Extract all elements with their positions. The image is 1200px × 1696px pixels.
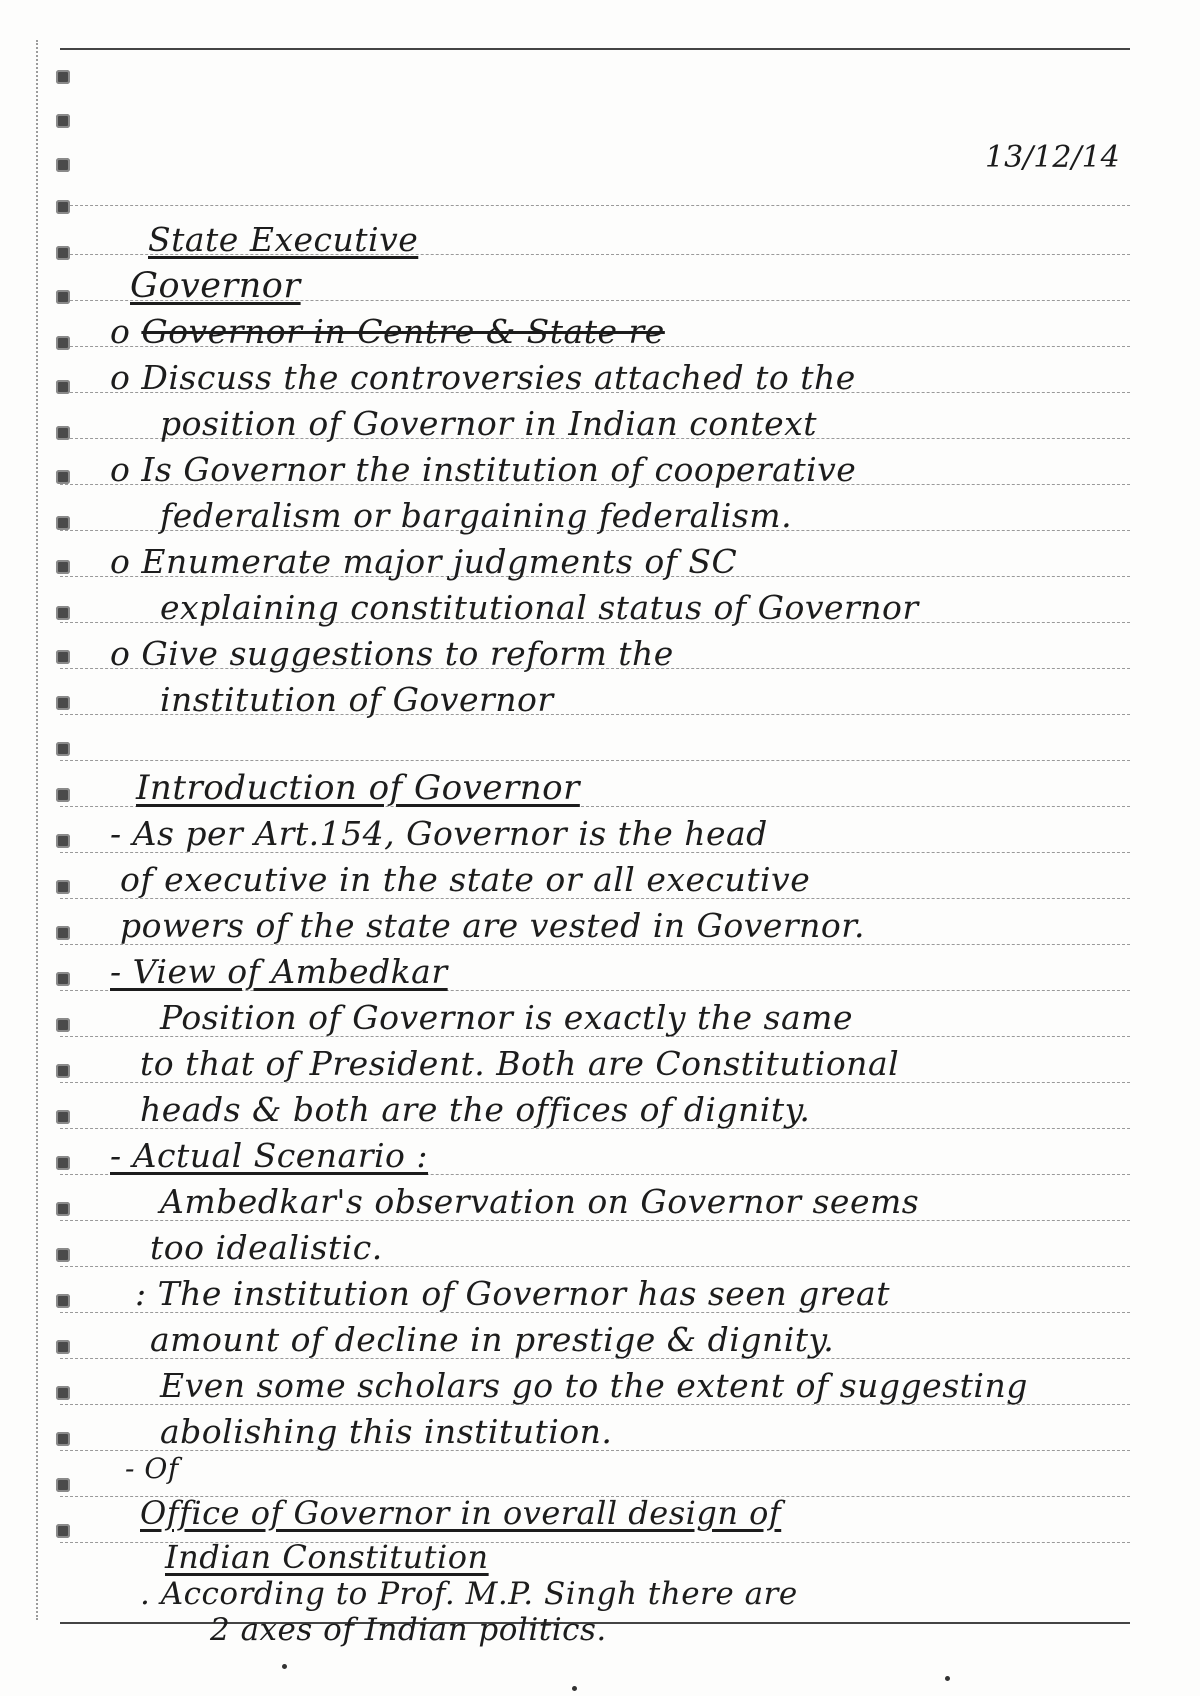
question-line: o Enumerate major judgments of SC [110,542,738,581]
margin-hole [56,560,70,574]
margin-hole [56,834,70,848]
body-line: Position of Governor is exactly the same [160,998,853,1037]
margin-hole [56,70,70,84]
body-line: Even some scholars go to the extent of suggesting [160,1366,1028,1405]
question-line: o Is Governor the institution of cooperative [110,450,857,489]
margin-hole [56,246,70,260]
margin-hole [56,788,70,802]
margin-hole [56,114,70,128]
page-date: 13/12/14 [985,140,1120,175]
margin-hole [56,516,70,530]
body-line: 2 axes of Indian politics. [210,1612,607,1648]
page-title: State Executive [148,220,419,259]
margin-hole [56,158,70,172]
question-line: federalism or bargaining federalism. [160,496,793,535]
margin-hole [56,880,70,894]
body-line: to that of President. Both are Constitutional [140,1044,900,1083]
margin-hole [56,1432,70,1446]
stray-mark [572,1686,577,1691]
margin-hole [56,1340,70,1354]
body-line: amount of decline in prestige & dignity. [150,1320,835,1359]
margin-hole [56,290,70,304]
section-heading-governor: Governor [130,266,301,306]
body-line: heads & both are the offices of dignity. [140,1090,811,1129]
margin-hole [56,426,70,440]
margin-hole [56,972,70,986]
margin-hole [56,1110,70,1124]
top-rule [60,48,1130,50]
margin-hole [56,1386,70,1400]
margin-hole [56,1202,70,1216]
body-line: of executive in the state or all executive [120,860,811,899]
body-line: Ambedkar's observation on Governor seems [160,1182,920,1221]
body-line: : The institution of Governor has seen great [135,1274,890,1313]
body-line: - As per Art.154, Governor is the head [110,814,768,853]
body-line: . According to Prof. M.P. Singh there are [140,1576,798,1612]
margin-line [36,40,38,1620]
rule [60,205,1130,206]
body-line: - Of [125,1452,179,1485]
question-line: institution of Governor [160,680,554,719]
margin-hole [56,696,70,710]
question-line: explaining constitutional status of Governor [160,588,919,627]
section-heading-office: Office of Governor in overall design of [140,1494,782,1532]
section-heading-ambedkar: - View of Ambedkar [110,952,448,991]
body-line: abolishing this institution. [160,1412,613,1451]
body-line: powers of the state are vested in Governor. [120,906,865,945]
question-line: o Governor in Centre & State re [110,312,665,351]
margin-hole [56,1156,70,1170]
stray-mark [282,1664,287,1669]
margin-hole [56,200,70,214]
margin-hole [56,1064,70,1078]
margin-hole [56,1294,70,1308]
margin-hole [56,336,70,350]
question-line: o Discuss the controversies attached to the [110,358,856,397]
section-heading-actual-scenario: - Actual Scenario : [110,1136,429,1175]
margin-hole [56,742,70,756]
margin-hole [56,1248,70,1262]
rule [60,760,1130,761]
margin-hole [56,1018,70,1032]
margin-hole [56,380,70,394]
margin-hole [56,650,70,664]
body-line: too idealistic. [150,1228,383,1267]
section-heading-introduction: Introduction of Governor [136,768,580,808]
margin-hole [56,606,70,620]
margin-hole [56,470,70,484]
question-line: o Give suggestions to reform the [110,634,674,673]
margin-hole [56,1478,70,1492]
stray-mark [945,1676,950,1681]
question-line: position of Governor in Indian context [160,404,817,443]
section-heading-office-2: Indian Constitution [165,1538,489,1576]
margin-hole [56,1524,70,1538]
margin-hole [56,926,70,940]
